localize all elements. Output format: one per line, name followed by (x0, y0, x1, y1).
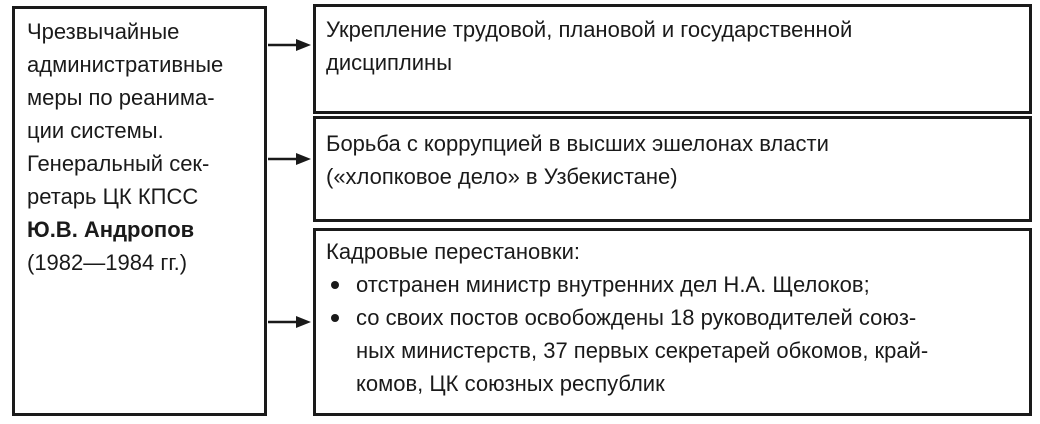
arrow-to-personnel (268, 314, 312, 330)
main-concept-box (12, 6, 267, 416)
main-text-line: ции системы. (27, 118, 164, 143)
personnel-item-line: ных министерств, 37 первых секретарей обкомов, край- (356, 338, 929, 363)
main-text-line: ретарь ЦК КПСС (27, 184, 199, 209)
main-text-line: административные (27, 52, 224, 77)
discipline-box (313, 4, 1032, 114)
corruption-text-line: («хлопковое дело» в Узбекистане) (326, 164, 678, 189)
bullet-icon (331, 281, 339, 289)
corruption-text-line: Борьба с коррупцией в высших эшелонах власти (326, 131, 829, 156)
main-text-line: меры по реанима- (27, 85, 215, 110)
personnel-item-line: комов, ЦК союзных республик (356, 371, 665, 396)
leader-years: (1982—1984 гг.) (27, 250, 188, 275)
arrow-to-discipline (268, 37, 312, 53)
personnel-heading: Кадровые перестановки: (326, 239, 580, 264)
main-text-line: Генеральный сек- (27, 151, 210, 176)
personnel-list-item (326, 268, 1019, 301)
arrow-to-corruption (268, 151, 312, 167)
personnel-item-line: отстранен министр внутренних дел Н.А. Щелоков; (356, 272, 870, 297)
personnel-box (313, 228, 1032, 416)
discipline-text-line: дисциплины (326, 50, 453, 75)
main-text-line: Чрезвычайные (27, 19, 180, 44)
personnel-list-item (326, 301, 1019, 400)
corruption-box (313, 116, 1032, 222)
bullet-icon (331, 314, 339, 322)
personnel-item-line: со своих постов освобождены 18 руководителей союз- (356, 305, 917, 330)
leader-name: Ю.В. Андропов (27, 217, 195, 242)
discipline-text-line: Укрепление трудовой, плановой и государственной (326, 17, 853, 42)
personnel-list (326, 268, 1019, 400)
